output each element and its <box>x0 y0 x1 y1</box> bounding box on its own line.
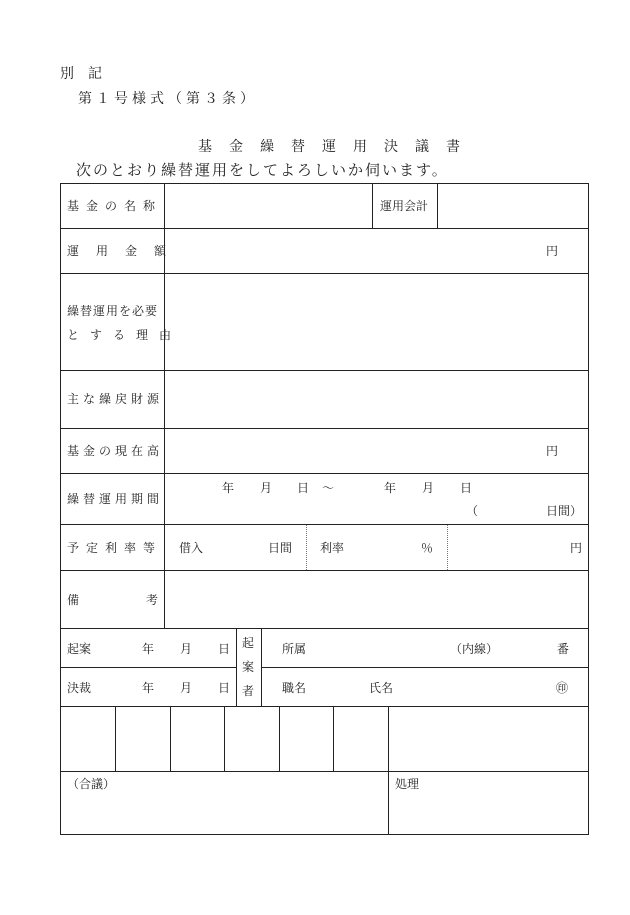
label-period: 繰替運用期間 <box>67 492 164 506</box>
label-reason-line1: 繰替運用を必要 <box>67 304 159 318</box>
label-amount: 運用金額 <box>67 244 184 258</box>
approval-decide-label: 決裁 <box>67 681 92 695</box>
dept-label: 所属 <box>282 642 307 656</box>
decide-month: 月 <box>180 681 193 695</box>
processing-label: 処理 <box>395 777 420 791</box>
draft-day: 日 <box>218 642 231 656</box>
seal-mark: ㊞ <box>556 681 569 695</box>
label-remarks-2: 考 <box>146 593 159 607</box>
extension-number-suffix: 番 <box>557 642 570 656</box>
draft-month: 月 <box>180 642 193 656</box>
unit-yen-amount: 円 <box>546 244 559 258</box>
interest-rate: 利率 <box>320 541 345 555</box>
intro-text: 次のとおり繰替運用をしてよろしいか伺います。 <box>76 161 449 179</box>
period-start-day: 日 <box>297 481 310 495</box>
label-remarks-1: 備 <box>67 593 80 607</box>
drafter-char-2: 案 <box>242 660 255 674</box>
approval-draft-label: 起案 <box>67 642 92 656</box>
annex-label: 別 記 <box>60 66 102 82</box>
label-fund-balance: 基金の現在高 <box>67 444 164 458</box>
period-start-month: 月 <box>260 481 273 495</box>
post-label: 職名 <box>282 681 307 695</box>
label-interest: 予定利率等 <box>67 541 163 555</box>
consultation-label: （合議） <box>67 777 116 791</box>
period-end-year: 年 <box>384 481 397 495</box>
interest-percent: ％ <box>421 541 434 555</box>
period-end-month: 月 <box>422 481 435 495</box>
period-start-year: 年 <box>222 481 235 495</box>
interest-borrow: 借入 <box>179 541 204 555</box>
unit-yen-balance: 円 <box>546 444 559 458</box>
drafter-char-3: 者 <box>242 684 255 698</box>
label-repay-source: 主な繰戻財源 <box>67 392 164 406</box>
label-account: 運用会計 <box>380 199 429 213</box>
unit-yen-interest: 円 <box>570 541 583 555</box>
decide-day: 日 <box>218 681 231 695</box>
interest-days: 日間 <box>268 541 293 555</box>
draft-year: 年 <box>142 642 155 656</box>
label-fund-name: 基金の名称 <box>67 199 163 213</box>
period-end-day: 日 <box>460 481 473 495</box>
form-number: 第１号様式（第３条） <box>78 91 258 107</box>
period-days: 日間） <box>546 504 583 518</box>
decide-year: 年 <box>142 681 155 695</box>
extension-label: （内線） <box>450 642 499 656</box>
period-paren-open: （ <box>466 504 479 518</box>
period-tilde: 〜 <box>322 481 335 495</box>
document-title: 基金繰替運用決議書 <box>198 139 477 155</box>
drafter-char-1: 起 <box>242 636 255 650</box>
name-label: 氏名 <box>369 681 394 695</box>
label-reason-line2: とする理由 <box>67 328 183 342</box>
